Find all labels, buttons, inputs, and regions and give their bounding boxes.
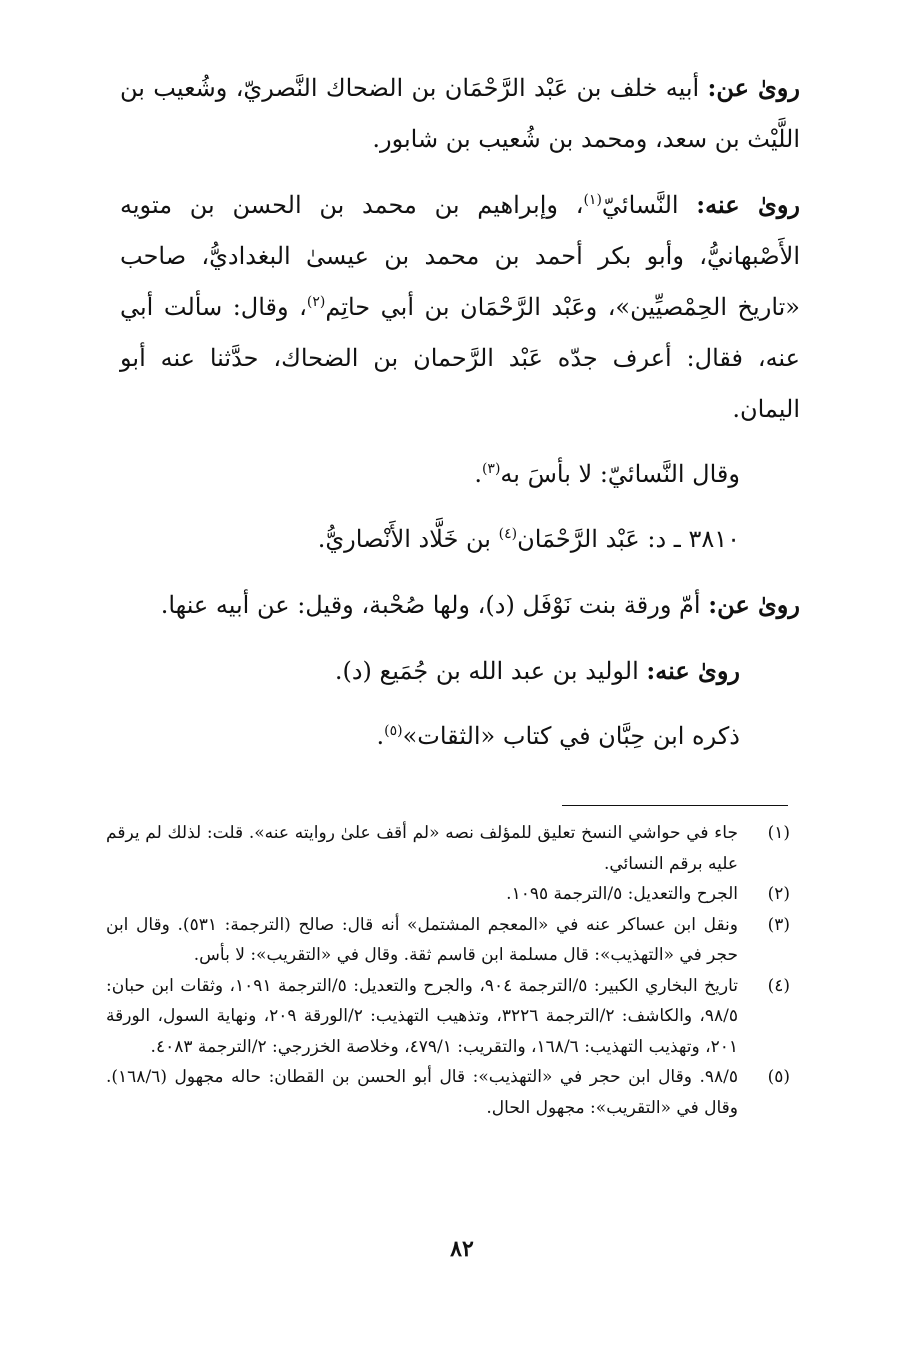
label-narrated-by: روىٰ عنه:	[646, 656, 740, 685]
paragraph-nasai-verdict	[120, 449, 800, 500]
footnote-text: ونقل ابن عساكر عنه في «المعجم المشتمل» أنه قال: صالح (الترجمة: ٥٣١). وقال ابن حجر في «التهذيب»: قال مسلمة ابن قاسم ثقة. وقال في «التقريب»: لا بأس.	[106, 914, 738, 965]
page-number: ٨٢	[450, 1236, 474, 1262]
footnote-text: ٩٨/٥. وقال ابن حجر في «التهذيب»: قال أبو الحسن بن القطان: حاله مجهول (١٦٨/٦). وقال في «التقريب»: مجهول الحال.	[106, 1067, 738, 1118]
footnote-divider	[562, 805, 788, 806]
paragraph-narrated-by	[120, 179, 800, 435]
footnote-ref[interactable]: (٢)	[306, 294, 326, 310]
footnote-item	[106, 910, 790, 971]
footnote-text: تاريخ البخاري الكبير: ٥/الترجمة ٩٠٤، والجرح والتعديل: ٥/الترجمة ١٠٩١، وثقات ابن حبان: ٩٨/٥، والكاشف: ٢/الترجمة ٣٢٢٦، وتذهيب التهذيب: ٢/الورقة ٢٠٩، ونهاية السول، الورقة ٢٠١، وتهذيب التهذيب: ١٦٨/٦، والتقريب: ٤٧٩/١، وخلاصة الخزرجي: ٢/الترجمة ٤٠٨٣.	[106, 975, 739, 1057]
footnote-item	[106, 1062, 790, 1123]
paragraph-text: أمّ ورقة بنت نَوْفَل (د)، ولها صُحْبة، وقيل: عن أبيه عنها.	[160, 591, 709, 619]
footnote-text: الجرح والتعديل: ٥/الترجمة ١٠٩٥.	[506, 884, 738, 904]
footnote-number: (١)	[767, 823, 790, 843]
footnote-text: جاء في حواشي النسخ تعليق للمؤلف نصه «لم أقف علىٰ روايته عنه». قلت: لذلك لم يرقم عليه برقم النسائي.	[106, 823, 738, 874]
paragraph-text: ، وقال: سألت أبي عنه، فقال: أعرف جدّه عَبْد الرَّحمان بن الضحاك، حدَّثنا عنه أبو اليمان.	[120, 293, 800, 423]
entry-title: ٣٨١٠ ـ د: عَبْد الرَّحْمَان	[517, 525, 740, 553]
paragraph-text: وقال النَّسائيّ: لا بأسَ به	[500, 460, 740, 488]
footnote-ref[interactable]: (١)	[583, 192, 602, 208]
paragraph-text: النَّسائيّ	[601, 191, 697, 219]
entry-title: بن خَلَّاد الأَنْصاريُّ.	[317, 525, 499, 553]
paragraph-ibn-hibban	[120, 711, 800, 762]
paragraph-text: ذكره ابن حِبَّان في كتاب «الثقات»	[402, 722, 740, 750]
footnote-item	[106, 971, 790, 1063]
footnote-number: (٢)	[767, 884, 790, 904]
paragraph-text: أبيه خلف بن عَبْد الرَّحْمَان بن الضحاك النَّصريّ، وشُعيب بن اللَّيْث بن سعد، ومحمد بن شُعيب بن شابور.	[120, 74, 800, 153]
footnote-ref[interactable]: (٤)	[498, 526, 518, 542]
footnote-number: (٥)	[767, 1067, 790, 1087]
paragraph-narrated-from	[120, 579, 800, 631]
footnote-ref[interactable]: (٣)	[481, 461, 501, 477]
paragraph-narrated-from	[120, 62, 800, 165]
paragraph-narrated-by	[120, 645, 800, 697]
main-text	[120, 62, 800, 776]
footnotes	[106, 818, 790, 1123]
paragraph-text: .	[474, 460, 482, 488]
paragraph-text: الوليد بن عبد الله بن جُمَيع (د).	[334, 657, 647, 685]
label-narrated-from: روىٰ عن:	[707, 73, 800, 102]
label-narrated-from: روىٰ عن:	[708, 590, 800, 619]
footnote-item	[106, 818, 790, 879]
footnote-item	[106, 879, 790, 910]
paragraph-text: .	[376, 722, 385, 750]
footnote-ref[interactable]: (٥)	[384, 723, 403, 739]
paragraph-text: ، وإبراهيم بن محمد بن الحسن بن متويه الأَصْبهانيُّ، وأبو بكر أحمد بن محمد بن عيسىٰ البغداديُّ، صاحب «تاريخ الحِمْصيِّين»، وعَبْد الرَّحْمَان بن أبي حاتِم	[120, 191, 800, 321]
footnote-number: (٣)	[767, 914, 790, 935]
label-narrated-by: روىٰ عنه:	[696, 190, 801, 219]
footnote-number: (٤)	[767, 975, 790, 996]
entry-heading	[120, 514, 800, 565]
